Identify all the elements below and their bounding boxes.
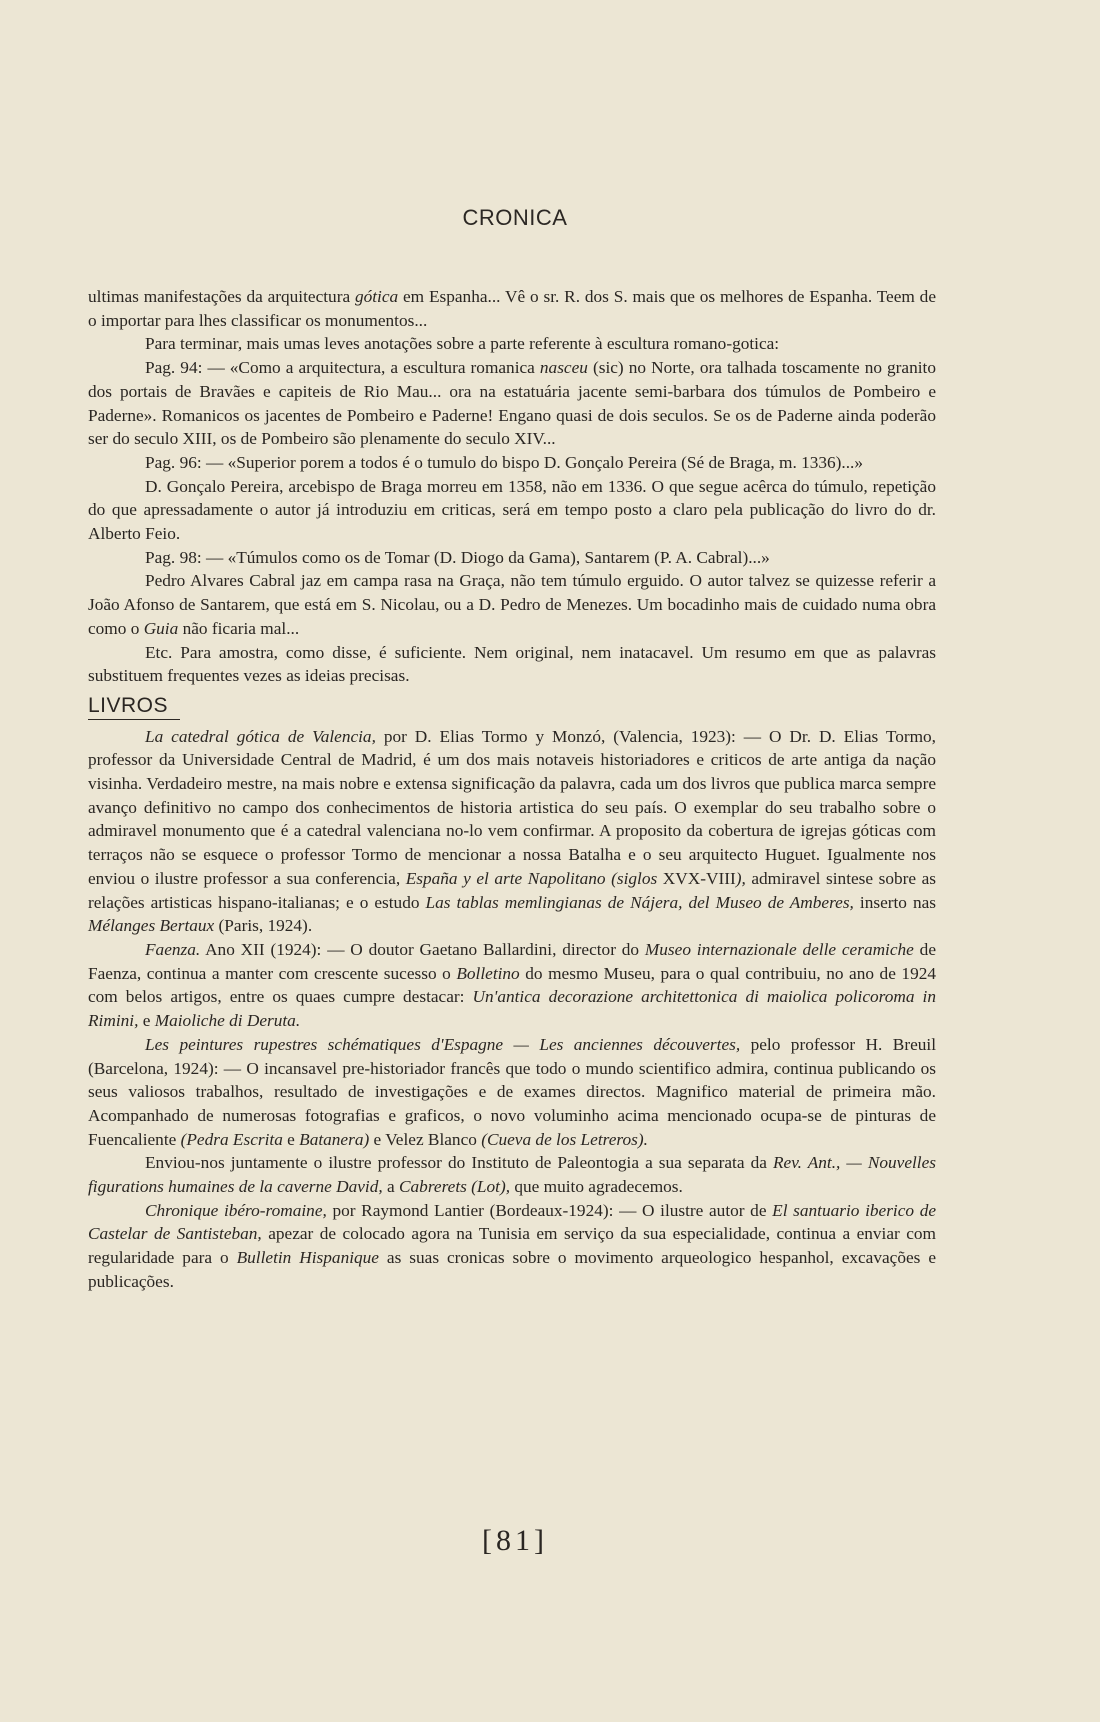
text-run: por D. Elias Tormo y Monzó, (Valencia, 1923): — O Dr. D. Elias Tormo, professor da Universidade Central de Madrid, é um dos mais notaveis historiadores e criticos de arte antiga da nação visinha. Verdadeiro mestre, na mais nobre e extensa significação da palavra, cada um dos livros que publica marca sempre avanço definitivo no campo dos conhecimentos de historia artistica do seu país. O exemplar do seu trabalho sobre o admiravel monumento que é a catedral valenciana no-lo vem confirmar. A proposito da cobertura de igrejas góticas com terraços não se esquece o professor Tormo de mencionar a nossa Batalha e o seu arquitecto Huguet. Igualmente nos enviou o ilustre professor a sua conferencia, — [88, 726, 936, 888]
italic-text: Cabrerets (Lot), — [399, 1177, 511, 1197]
italic-text: Museo internazionale delle ceramiche — [644, 939, 914, 959]
text-run: de Faenza, continua a manter com crescente sucesso o — [88, 939, 936, 983]
paragraph — [88, 641, 936, 688]
page-number: [81] — [482, 1524, 548, 1557]
italic-text: Batanera) — [299, 1129, 370, 1149]
text-run: Pedro Alvares Cabral jaz em campa rasa na Graça, não tem túmulo erguido. O autor talvez se quizesse referir a João Afonso de Santarem, que está em S. Nicolau, ou a D. Pedro de Menezes. Um bocadinho mais de cuidado numa obra como o — [88, 571, 936, 638]
text-run: do mesmo Museu, para o qual contribuiu, no ano de 1924 com belos artigos, entre os quaes cumpre destacar: — [88, 963, 936, 1007]
text-run: pelo professor H. Breuil (Barcelona, 1924): — O incansavel pre-historiador francês que todo o mundo scientifico admira, continua publicando os seus valiosos trabalhos, resultado de investigações e de exames directos. Magnifico material de primeira mão. Acompanhado de numerosas fotografias e graficos, o novo voluminho acima mencionado ocupa-se de pinturas de Fuencaliente — [88, 1034, 936, 1149]
running-head: CRONICA — [462, 205, 568, 230]
paragraph — [88, 546, 936, 570]
italic-text: Guia — [143, 618, 179, 638]
text-run: e — [282, 1129, 300, 1149]
paragraph — [88, 725, 936, 938]
text-run: e Velez Blanco — [369, 1129, 482, 1149]
text-run: Enviou-nos juntamente o ilustre professor do Instituto de Paleontogia a sua separata da — [145, 1153, 773, 1173]
text-run: Para terminar, mais umas leves anotações sobre a parte referente à escultura romano-gotica: — [145, 334, 780, 354]
italic-text: Rev. Ant., — Nouvelles figurations humaines de la caverne David, — [88, 1153, 936, 1197]
section-title: LIVROS — [88, 694, 180, 720]
paragraph — [88, 1199, 936, 1294]
text-run: apezar de colocado agora na Tunisia em serviço da sua especialidade, continua a enviar com regularidade para o — [88, 1224, 936, 1268]
text-run: Pag. 98: — «Túmulos como os de Tomar (D. Diogo da Gama), Santarem (P. A. Cabral)...» — [145, 547, 770, 567]
italic-text: Maioliche di Deruta. — [154, 1011, 301, 1031]
italic-text: El santuario iberico de Castelar de Santisteban, — [88, 1200, 937, 1244]
text-run: (Paris, 1924). — [214, 916, 313, 936]
books-section — [88, 725, 936, 1294]
italic-text: Mélanges Bertaux — [88, 916, 215, 936]
text-run: por Raymond Lantier (Bordeaux-1924): — O ilustre autor de — [326, 1200, 773, 1220]
text-run: (sic) no Norte, ora talhada toscamente no granito dos portais de Bravães e capiteis de Rio Mau... ora na estatuária jacente semi-barbara dos túmulos de Pombeiro e Paderne». Romanicos os jacentes de Pombeiro e Paderne! Engano quasi de dois seculos. Se os de Paderne ainda poderão ser do seculo XIII, os de Pombeiro são plenamente do seculo XIV... — [88, 358, 936, 449]
italic-text: gótica — [354, 287, 399, 306]
paragraph — [88, 356, 936, 451]
text-run: XVX-VIII — [657, 868, 736, 888]
text-run: que muito agradecemos. — [510, 1177, 683, 1197]
italic-text: Un'antica decorazione architettonica di maiolica policoroma in Rimini, — [88, 987, 937, 1031]
text-run: admiravel sintese sobre as relações artisticas hispano-italianas; e o estudo — [88, 868, 937, 912]
italic-text: (Cueva de los Letreros). — [481, 1129, 648, 1149]
italic-text: Bolletino — [456, 963, 520, 983]
text-run: a — [382, 1177, 400, 1197]
italic-text: (Pedra Escrita — [180, 1129, 283, 1149]
italic-text: Bulletin Hispanique — [236, 1248, 379, 1268]
italic-text: Las tablas memlingianas de Nájera, del Museo de Amberes, — [425, 892, 854, 912]
chronicle-section — [88, 285, 936, 688]
body-text — [88, 285, 936, 1294]
paragraph — [88, 569, 936, 640]
paragraph — [88, 285, 936, 332]
paragraph — [88, 332, 936, 356]
italic-text: Les peintures rupestres schématiques d'Espagne — Les anciennes découvertes, — [145, 1034, 741, 1054]
italic-text: nasceu — [539, 358, 588, 378]
text-run: ultimas manifestações da arquitectura — [88, 287, 355, 306]
text-run: em Espanha... Vê o sr. R. dos S. mais que os melhores de Espanha. Teem de o importar para lhes classificar os monumentos... — [88, 287, 936, 330]
italic-text: España y el arte Napolitano (siglos — [405, 868, 658, 888]
paragraph — [88, 1033, 936, 1152]
italic-text: La catedral gótica de Valencia, — [145, 726, 376, 746]
italic-text: Faenza. — [145, 939, 201, 959]
text-run: Etc. Para amostra, como disse, é suficiente. Nem original, nem inatacavel. Um resumo em que as palavras substituem frequentes vezes as ideias precisas. — [88, 642, 936, 686]
text-run: Pag. 96: — «Superior porem a todos é o tumulo do bispo D. Gonçalo Pereira (Sé de Braga, m. 1336)...» — [145, 452, 864, 472]
text-run: não ficaria mal... — [178, 618, 300, 638]
italic-text: ), — [735, 868, 746, 888]
paragraph — [88, 938, 936, 1033]
text-run: as suas cronicas sobre o movimento arqueologico hespanhol, excavações e publicações. — [88, 1248, 936, 1291]
text-run: inserto nas — [853, 892, 936, 912]
paragraph — [88, 451, 936, 475]
text-run: Pag. 94: — «Como a arquitectura, a escultura romanica — [145, 358, 540, 378]
text-run: D. Gonçalo Pereira, arcebispo de Braga morreu em 1358, não em 1336. O que segue acêrca do túmulo, repetição do que apressadamente o autor já introduziu em criticas, será em tempo posto a claro pela publicação do livro do dr. Alberto Feio. — [88, 476, 936, 544]
text-run: Ano XII (1924): — O doutor Gaetano Ballardini, director do — [200, 939, 645, 959]
paragraph — [88, 1151, 936, 1198]
text-run: e — [138, 1011, 155, 1031]
italic-text: Chronique ibéro-romaine, — [145, 1200, 327, 1220]
paragraph — [88, 475, 936, 546]
